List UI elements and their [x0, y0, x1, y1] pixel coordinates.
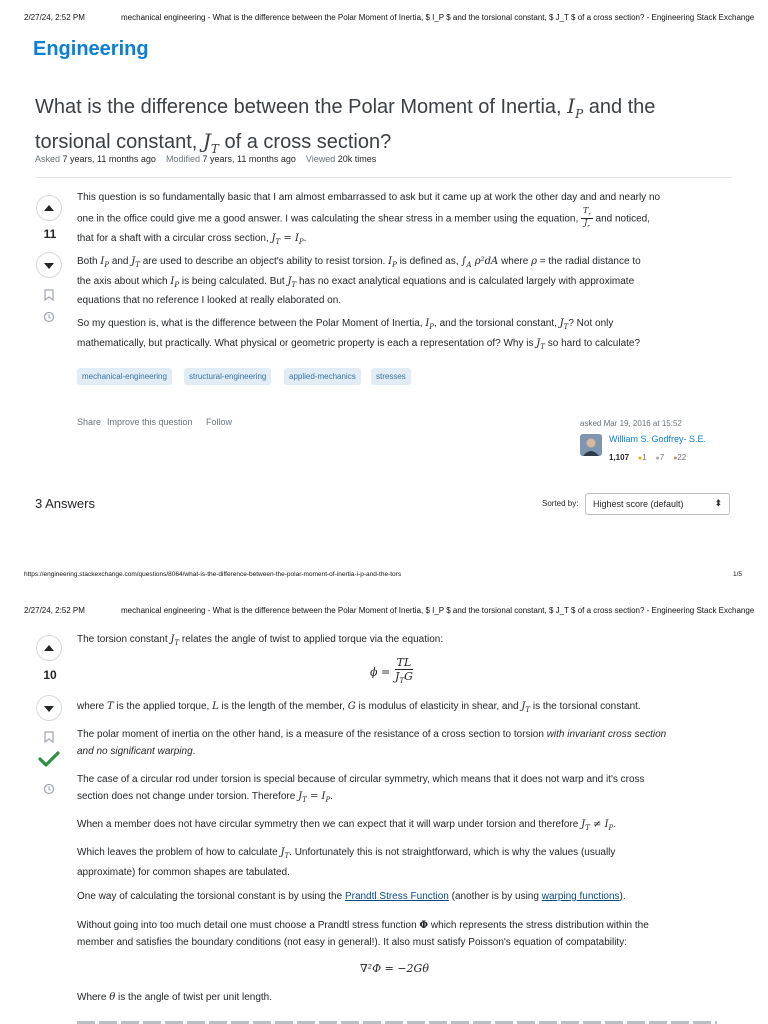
print-page-number: 1/5: [733, 571, 743, 578]
arrow-up-icon: [37, 196, 61, 220]
silver-badge-icon: ●: [655, 455, 660, 462]
asked-timestamp: asked Mar 19, 2016 at 15:52: [580, 419, 682, 428]
user-name-link[interactable]: William S. Godfrey- S.E.: [609, 434, 707, 444]
tag-structural-engineering[interactable]: structural-engineering: [184, 368, 271, 385]
user-reputation: [609, 447, 686, 465]
reputation-score: 1,107: [609, 453, 630, 462]
answer-paragraph-4: The case of a circular rod under torsion is special because of circular symmetry, which means that it does not warp and it's cross section does not change under torsion. Therefore $J_T = I_P$.: [77, 774, 645, 804]
bronze-badge-count: 22: [677, 453, 687, 462]
question-downvote-button[interactable]: [36, 252, 62, 278]
equation-tt-over-jt: $\frac{T_r}{J_r}$: [583, 205, 591, 230]
answer-paragraph-1: The torsion constant $J_T$ relates the angle of twist to applied torque via the equation:: [77, 634, 444, 647]
warping-functions-link[interactable]: warping functions: [541, 891, 620, 902]
viewed-label: Viewed: [305, 154, 336, 164]
answer-paragraph-9: Where θ is the angle of twist per unit length.: [77, 992, 273, 1003]
question-paragraph-1: This question is so fundamentally basic that I am almost embarrassed to ask but it came up at work the other day and and nearly no one in the office could give me a good answer. I was calculating the shear stress in a member using the equation, $\frac{T_r}{J_r}$ and noticed, that for a shaft with a circular cross section, $J_T = I_P$.: [77, 192, 661, 246]
sort-chevron-icon: ⬍: [714, 498, 722, 508]
print-doc-title-2: mechanical engineering - What is the difference between the Polar Moment of Inertia, $ I_P $ and the torsional constant, $ J_T $ of a cross section? - Engineering Stack Exchange: [121, 606, 755, 615]
history-icon: [43, 311, 55, 323]
asked-value: 7 years, 11 months ago: [62, 154, 156, 164]
silver-badge-count: 7: [659, 453, 665, 462]
answer-paragraph-3: The polar moment of inertia on the other hand, is a measure of the resistance of a cross section to torsion with invariant cross section and no significant warping.: [77, 729, 667, 757]
improve-question-link[interactable]: Improve this question: [107, 417, 193, 427]
modified-value[interactable]: 7 years, 11 months ago: [202, 154, 296, 164]
cut-off-text-line: [77, 1019, 717, 1024]
answer-history-button[interactable]: [43, 783, 55, 795]
checkmark-icon: [38, 750, 60, 768]
print-datetime: 2/27/24, 2:52 PM: [24, 13, 85, 22]
title-var-ip: $I_P$: [567, 94, 584, 121]
answer-vote-count: 10: [43, 668, 57, 682]
question-meta: [35, 154, 376, 164]
question-paragraph-3: So my question is, what is the difference between the Polar Moment of Inertia, $I_P$, and the torsional constant, $J_T$? Not only mathematically, but practically. What physical or geometric property is each a representation of? Why is $J_T$ so hard to calculate?: [77, 318, 641, 351]
equation-poisson: ∇²Φ = −2Gθ: [360, 962, 429, 975]
answer-bookmark-button[interactable]: [44, 731, 54, 743]
bronze-badge-icon: ●: [673, 455, 678, 462]
site-logo[interactable]: Engineering: [33, 38, 149, 60]
answer-paragraph-7: One way of calculating the torsional constant is by using the Prandtl Stress Function (another is by using warping functions).: [77, 891, 626, 902]
modified-label: Modified: [165, 154, 200, 164]
gold-badge-count: 1: [642, 453, 647, 462]
arrow-up-icon: [37, 636, 61, 660]
answer-paragraph-8: Without going into too much detail one must choose a Prandtl stress function Φ which represents the stress distribution within the member and satisfies the boundary conditions (not easy in general!). It also must satisfy Poisson's equation of compatability:: [77, 920, 649, 948]
title-text-2: and the: [588, 96, 656, 118]
answer-paragraph-5: When a member does not have circular symmetry then we can expect that it will warp under torsion and therefore $J_T \ne I_P$.: [77, 819, 617, 832]
answer-upvote-button[interactable]: [36, 635, 62, 661]
sort-select-value: Highest score (default): [593, 499, 684, 509]
question-paragraph-2: Both $I_P$ and $J_T$ are used to describe an object's ability to resist torsion. $I_P$ is defined as, $\int_A$ ρ²dA where ρ = the radial distance to the axis about which $I_P$ is being calculated. But $J_T$ has no exact analytical equations and is calculated largely with approximate equations that no reference I looked at really elaborated on.: [77, 256, 641, 306]
arrow-down-icon: [37, 253, 61, 277]
asked-label: Asked: [35, 154, 61, 164]
title-text-4: of a cross section?: [224, 131, 392, 153]
bookmark-icon: [44, 731, 54, 743]
bookmark-icon: [44, 289, 54, 301]
title-text-1: What is the difference between the Polar Moment of Inertia,: [35, 96, 562, 118]
bookmark-button[interactable]: [44, 289, 54, 301]
history-icon: [43, 783, 55, 795]
viewed-value: 20k times: [337, 154, 377, 164]
tag-mechanical-engineering[interactable]: mechanical-engineering: [77, 368, 172, 385]
answer-downvote-button[interactable]: [36, 695, 62, 721]
print-doc-title: mechanical engineering - What is the difference between the Polar Moment of Inertia, $ I_P $ and the torsional constant, $ J_T $ of a cross section? - Engineering Stack Exchange: [121, 13, 755, 22]
print-url: https://engineering.stackexchange.com/questions/8064/what-is-the-difference-between-the-polar-moment-of-inertia-i-p-and-the-tors: [24, 571, 402, 578]
print-datetime-2: 2/27/24, 2:52 PM: [24, 606, 85, 615]
user-avatar[interactable]: [580, 434, 602, 456]
answers-count: 3 Answers: [35, 496, 95, 511]
arrow-down-icon: [37, 696, 61, 720]
tag-stresses[interactable]: stresses: [371, 368, 411, 385]
accepted-answer-check: [38, 750, 60, 768]
tag-applied-mechanics[interactable]: applied-mechanics: [284, 368, 361, 385]
title-divider: [35, 177, 732, 178]
title-var-jt: $J_T$: [202, 129, 219, 156]
answer-paragraph-2: where T is the applied torque, L is the length of the member, G is modulus of elasticity in shear, and $J_T$ is the torsional constant.: [77, 701, 641, 714]
question-upvote-button[interactable]: [36, 195, 62, 221]
sort-select[interactable]: [585, 493, 730, 515]
share-link[interactable]: Share: [77, 417, 102, 427]
question-title[interactable]: [35, 93, 695, 163]
gold-badge-icon: ●: [637, 455, 643, 462]
question-vote-count: 11: [43, 227, 57, 241]
answer-paragraph-6: Which leaves the problem of how to calculate $J_T$. Unfortunately this is not straightforward, which is why the values (usually approximate) for common shapes are tabulated.: [77, 847, 616, 878]
follow-link[interactable]: Follow: [206, 417, 233, 427]
sort-label: Sorted by:: [542, 499, 579, 508]
history-button[interactable]: [43, 311, 55, 323]
user-avatar-icon: [580, 434, 602, 456]
equation-phi: ϕ = $\frac{TL}{J_TG}$: [370, 656, 413, 686]
title-text-3: torsional constant,: [35, 131, 198, 153]
prandtl-stress-function-link[interactable]: Prandtl Stress Function: [344, 891, 449, 902]
